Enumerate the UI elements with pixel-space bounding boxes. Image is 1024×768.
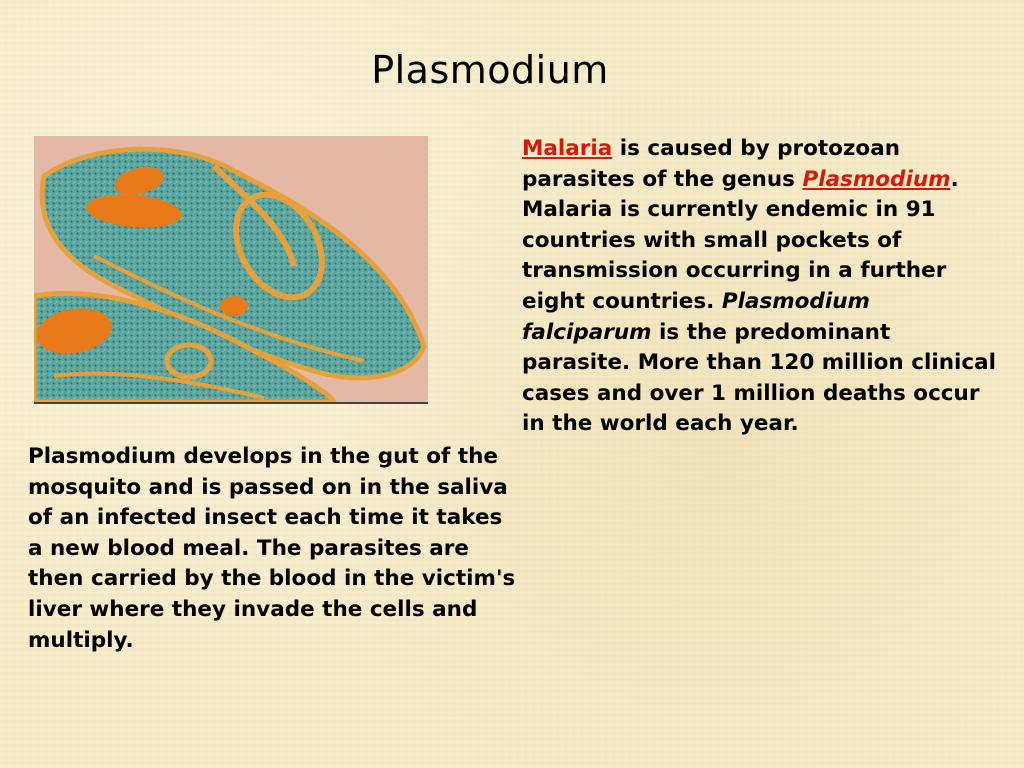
species-name: Plasmodium falciparum	[522, 288, 870, 345]
slide-title: Plasmodium	[371, 48, 609, 92]
plasmodium-link[interactable]: Plasmodium	[802, 166, 951, 192]
lifecycle-description-paragraph: Plasmodium develops in the gut of the mosquito and is passed on in the saliva of an infected insect each time it takes a new blood meal. The parasites are then carried by the blood in the victim's liver where they invade the cells and multiply.	[28, 444, 516, 653]
paragraph-text-part: is the predominant parasite. More than 120 million clinical cases and over 1 million deaths occur in the world each year.	[522, 319, 996, 437]
malaria-link[interactable]: Malaria	[522, 136, 613, 161]
paragraph-text-part: is caused by protozoan parasites of the genus	[522, 136, 901, 192]
plasmodium-micrograph-image	[34, 136, 428, 404]
malaria-description-paragraph	[522, 134, 1002, 440]
paragraph-text-part: . Malaria is currently endemic in 91 countries with small pockets of transmission occurring in a further eight countries.	[522, 166, 959, 314]
